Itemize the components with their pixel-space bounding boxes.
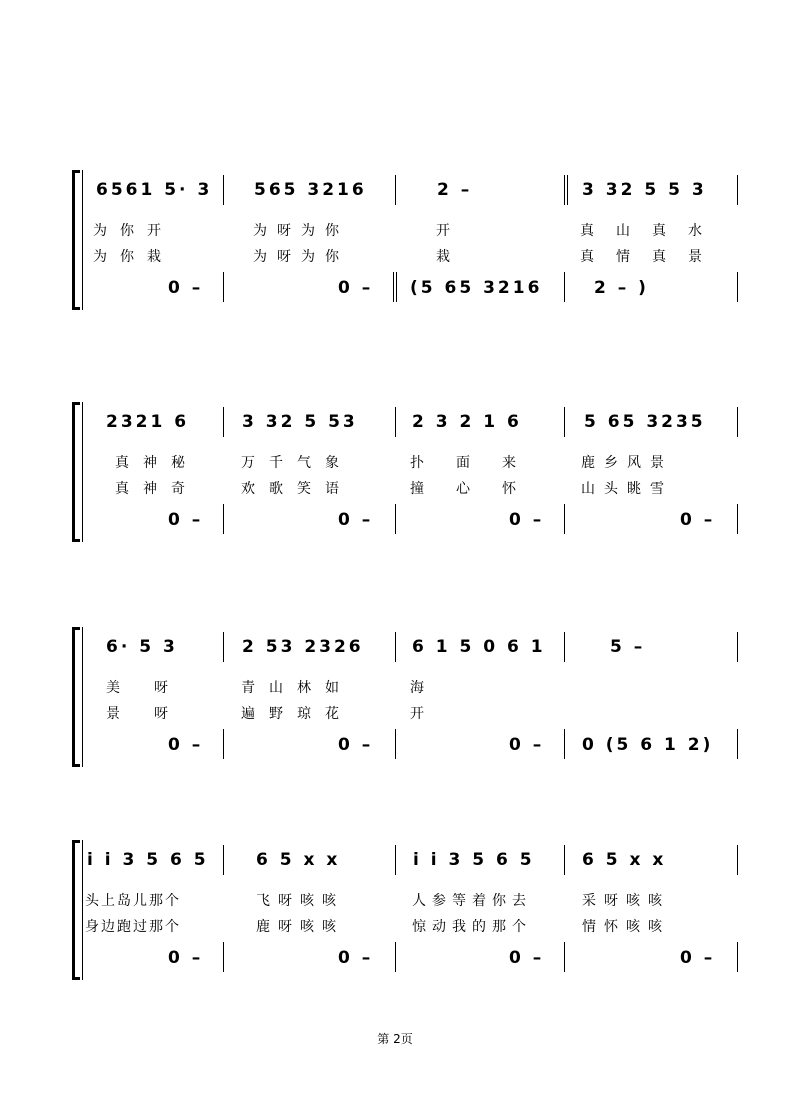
- barline: [737, 729, 738, 759]
- accomp-measure: 0 –: [338, 735, 374, 755]
- brace-line: [82, 402, 83, 542]
- melody-measure: 6 5 x x: [582, 850, 667, 870]
- lyric-line-2: 开: [410, 706, 425, 722]
- lyric-line-2: 情怀咳咳: [582, 919, 670, 935]
- accomp-measure: 0 –: [338, 510, 374, 530]
- lyric-line-2: 惊动我的那个: [412, 919, 532, 935]
- barline: [223, 845, 224, 875]
- barline: [395, 729, 396, 759]
- melody-measure: 3 32 5 5 3: [582, 180, 707, 200]
- brace-line: [82, 840, 83, 980]
- accomp-measure: 0 –: [338, 948, 374, 968]
- brace: [72, 840, 80, 980]
- accomp-measure: 0 –: [168, 278, 204, 298]
- accomp-measure: 2 – ): [594, 278, 649, 298]
- lyric-line-1: 扑面来: [410, 455, 548, 471]
- barline: [395, 407, 396, 437]
- melody-measure: 2 –: [437, 180, 473, 200]
- barline: [223, 407, 224, 437]
- accomp-measure: 0 –: [509, 510, 545, 530]
- barline: [393, 272, 397, 302]
- lyric-line-2: 景呀: [106, 706, 202, 722]
- barline: [564, 407, 565, 437]
- lyric-line-2: 真情真景: [580, 249, 724, 265]
- barline: [564, 632, 565, 662]
- melody-measure: 3 32 5 53: [242, 412, 358, 432]
- lyric-line-2: 为呀为你: [253, 249, 349, 265]
- accomp-measure: 0 –: [168, 948, 204, 968]
- barline: [564, 272, 565, 302]
- melody-measure: 2 53 2326: [242, 637, 364, 657]
- brace: [72, 402, 80, 542]
- barline: [737, 845, 738, 875]
- barline: [395, 504, 396, 534]
- lyric-line-1: 为呀为你: [253, 223, 349, 239]
- melody-measure: 6 1 5 0 6 1: [412, 637, 546, 657]
- barline: [223, 729, 224, 759]
- barline: [737, 504, 738, 534]
- barline: [223, 942, 224, 972]
- melody-measure: 5 65 3235: [584, 412, 706, 432]
- barline: [564, 845, 565, 875]
- lyric-line-2: 山头眺雪: [581, 481, 673, 497]
- lyric-line-2: 真神奇: [115, 481, 199, 497]
- melody-measure: 6561 5· 3: [96, 180, 213, 200]
- barline: [395, 632, 396, 662]
- lyric-line-2: 欢歌笑语: [241, 481, 353, 497]
- lyric-line-1: 飞呀咳咳: [256, 893, 344, 909]
- barline: [737, 407, 738, 437]
- barline: [395, 942, 396, 972]
- accomp-measure: 0 –: [509, 735, 545, 755]
- lyric-line-1: 人参等着你去: [412, 893, 532, 909]
- lyric-line-2: 鹿呀咳咳: [256, 919, 344, 935]
- lyric-line-1: 万千气象: [241, 455, 353, 471]
- melody-measure: 565 3216: [254, 180, 367, 200]
- lyric-line-1: 美呀: [106, 680, 202, 696]
- brace: [72, 627, 80, 767]
- brace: [72, 170, 80, 310]
- lyric-line-2: 撞心怀: [410, 481, 548, 497]
- brace-line: [82, 627, 83, 767]
- barline: [564, 175, 568, 205]
- lyric-line-2: 为你栽: [93, 249, 174, 265]
- accomp-measure: (5 65 3216: [410, 278, 543, 298]
- accomp-measure: 0 (5 6 1 2): [582, 735, 714, 755]
- barline: [564, 504, 565, 534]
- melody-measure: 6· 5 3: [106, 637, 178, 657]
- accomp-measure: 0 –: [168, 510, 204, 530]
- accomp-measure: 0 –: [680, 510, 716, 530]
- lyric-line-1: 开: [436, 223, 451, 239]
- lyric-line-1: 头上岛儿那个: [85, 893, 181, 909]
- melody-measure: 6 5 x x: [256, 850, 341, 870]
- lyric-line-2: 栽: [436, 249, 451, 265]
- melody-measure: 2 3 2 1 6: [412, 412, 522, 432]
- barline: [223, 632, 224, 662]
- lyric-line-2: 身边跑过那个: [85, 919, 181, 935]
- lyric-line-1: 为你开: [93, 223, 174, 239]
- lyric-line-1: 采呀咳咳: [582, 893, 670, 909]
- lyric-line-1: 海: [410, 680, 425, 696]
- lyric-line-1: 青山林如: [241, 680, 353, 696]
- page-number: 第 2页: [377, 1032, 413, 1046]
- barline: [564, 729, 565, 759]
- lyric-line-1: 真山真水: [580, 223, 724, 239]
- accomp-measure: 0 –: [509, 948, 545, 968]
- lyric-line-1: 鹿乡风景: [581, 455, 673, 471]
- barline: [737, 175, 738, 205]
- melody-measure: i i 3 5 6 5: [413, 850, 535, 870]
- barline: [223, 175, 224, 205]
- barline: [737, 272, 738, 302]
- melody-measure: 5 –: [610, 637, 646, 657]
- accomp-measure: 0 –: [168, 735, 204, 755]
- accomp-measure: 0 –: [338, 278, 374, 298]
- accomp-measure: 0 –: [680, 948, 716, 968]
- barline: [737, 632, 738, 662]
- lyric-line-2: 遍野琼花: [241, 706, 353, 722]
- barline: [564, 942, 565, 972]
- barline: [223, 272, 224, 302]
- barline: [395, 845, 396, 875]
- melody-measure: i i 3 5 6 5: [87, 850, 209, 870]
- barline: [223, 504, 224, 534]
- lyric-line-1: 真神秘: [115, 455, 199, 471]
- melody-measure: 2321 6: [106, 412, 190, 432]
- barline: [395, 175, 396, 205]
- brace-line: [82, 170, 83, 310]
- barline: [737, 942, 738, 972]
